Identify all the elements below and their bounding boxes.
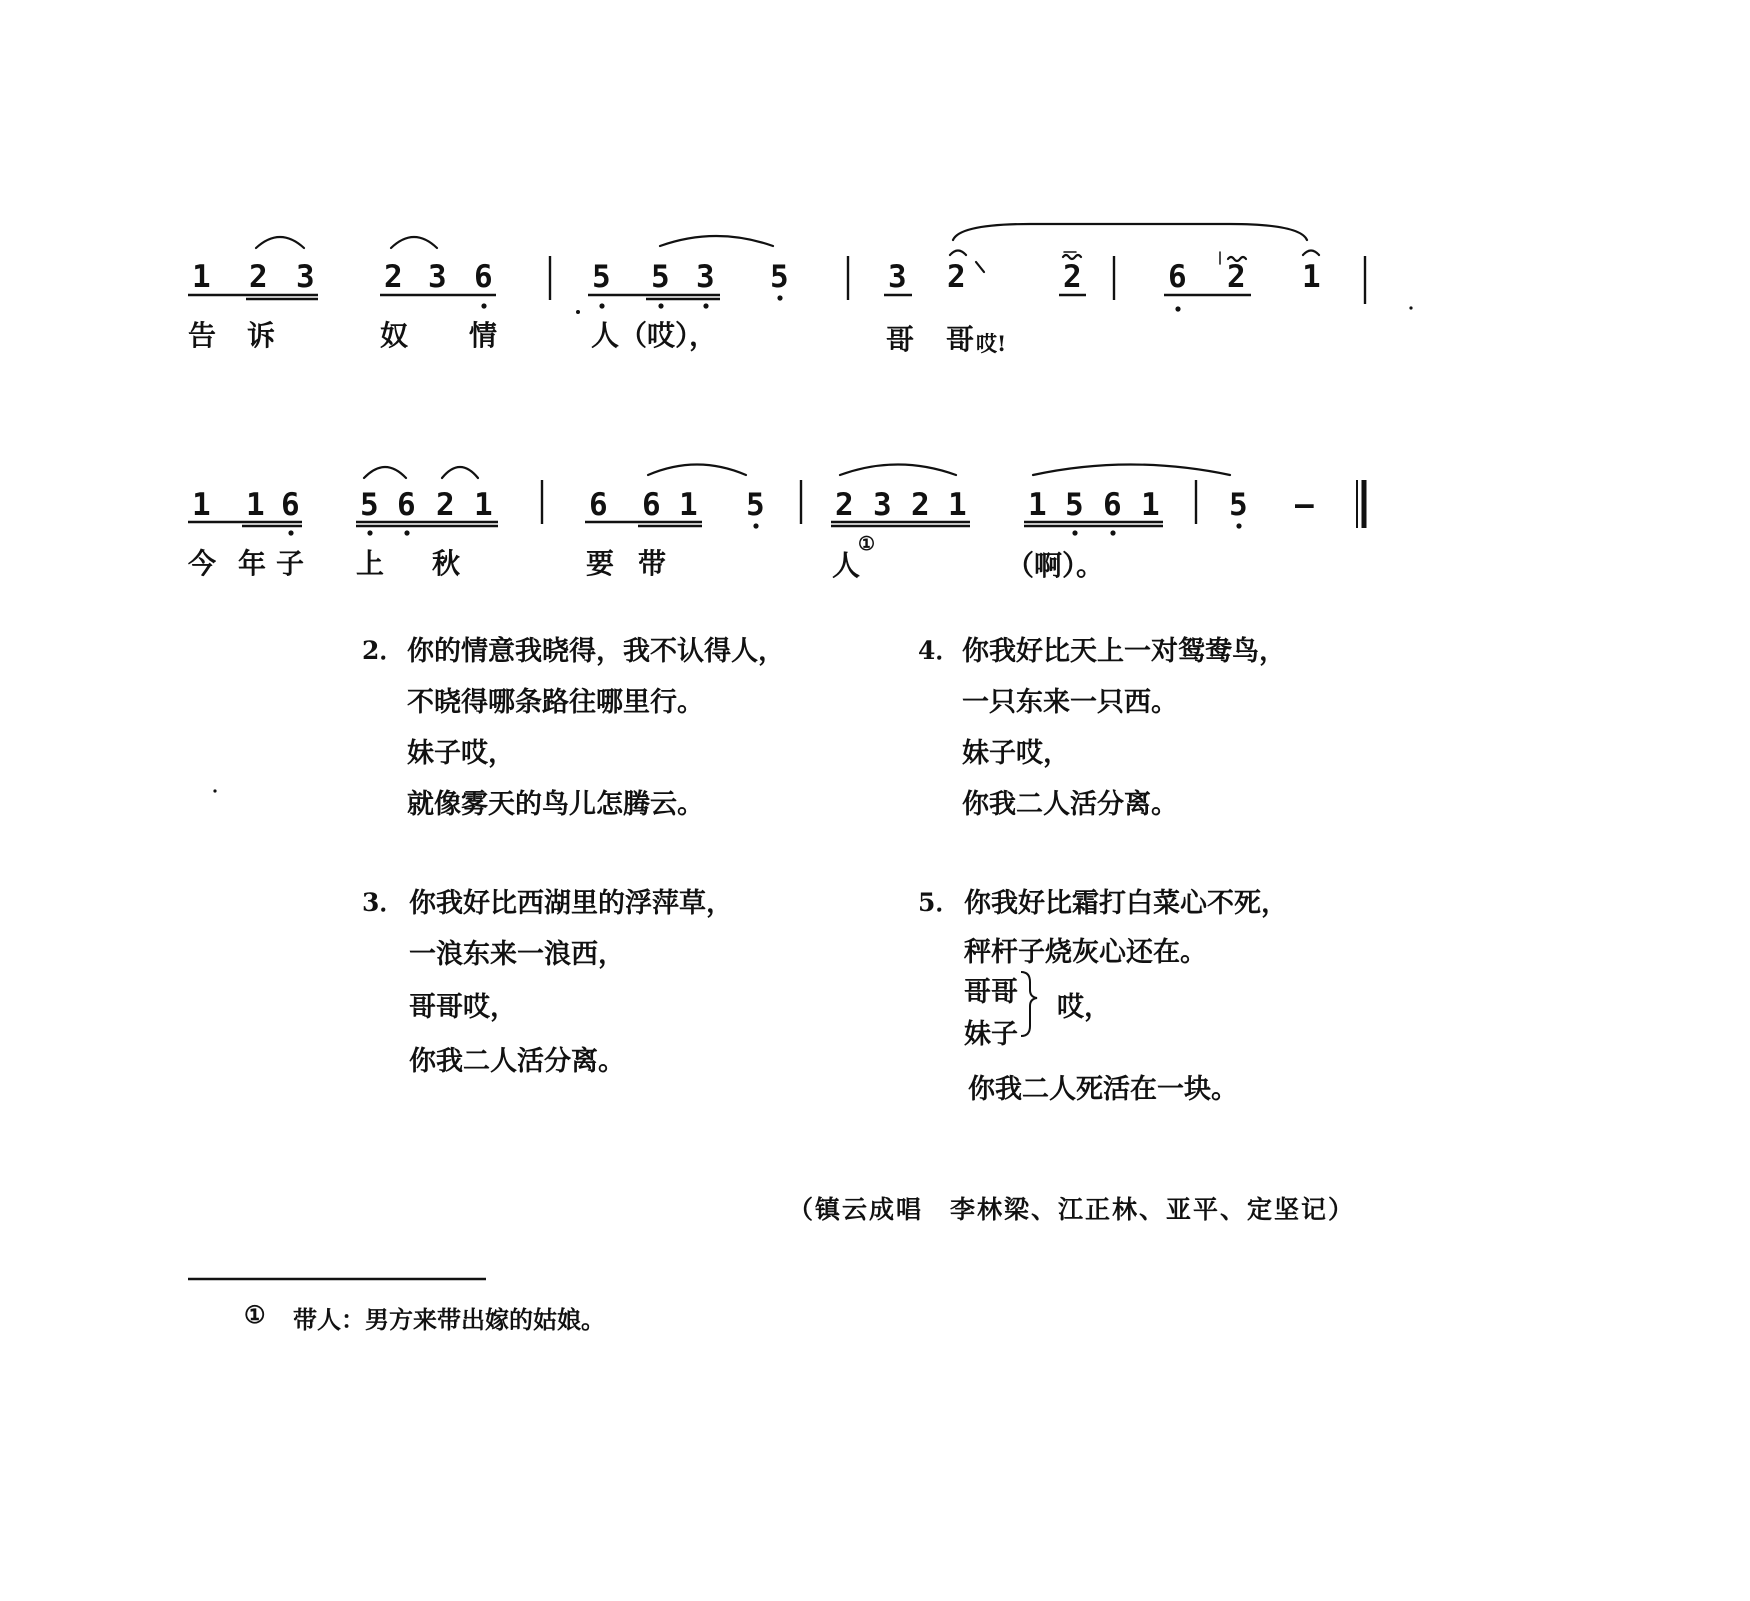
note: 5 bbox=[770, 259, 789, 295]
octave-dot bbox=[658, 303, 663, 308]
note: 5 bbox=[1229, 487, 1248, 523]
ornament bbox=[1063, 255, 1081, 259]
note: 1 bbox=[1141, 487, 1160, 523]
note: 5 bbox=[592, 259, 611, 295]
note: 1 bbox=[474, 487, 493, 523]
octave-dot bbox=[1110, 530, 1115, 535]
note: 6 bbox=[397, 487, 416, 523]
lyric: 诉 bbox=[247, 319, 276, 352]
octave-dot bbox=[777, 295, 782, 300]
note: 3 bbox=[873, 487, 892, 523]
lyric: 年 bbox=[238, 547, 267, 580]
verse-line: 一只东来一只西。 bbox=[962, 687, 1178, 718]
verse-number: 4． bbox=[918, 636, 961, 665]
note: 2 bbox=[436, 487, 455, 523]
footnote-text: 带人：男方来带出嫁的姑娘。 bbox=[293, 1305, 605, 1334]
slur bbox=[364, 467, 406, 478]
brace-option: 妹子 bbox=[964, 1019, 1018, 1050]
slur bbox=[660, 236, 773, 246]
lyric: 带 bbox=[638, 547, 667, 580]
fermata bbox=[1303, 251, 1319, 256]
lyric: 秋 bbox=[432, 547, 461, 580]
lyric: 哎! bbox=[976, 331, 1007, 356]
verse-line: 秤杆子烧灰心还在。 bbox=[964, 937, 1207, 968]
octave-dot bbox=[404, 530, 409, 535]
slur bbox=[256, 237, 304, 248]
note: 5 bbox=[360, 487, 379, 523]
brace-suffix: 哎， bbox=[1057, 992, 1111, 1023]
verse-line: 你我二人死活在一块。 bbox=[968, 1074, 1238, 1105]
lyric: 奴 bbox=[380, 319, 409, 352]
note: 1 bbox=[1028, 487, 1047, 523]
note: 5 bbox=[746, 487, 765, 523]
lyric: 子 bbox=[276, 547, 305, 580]
lyric: 哥 bbox=[946, 323, 975, 356]
performer-credit: （镇云成唱 李林梁、江正林、亚平、定坚记） bbox=[788, 1195, 1356, 1224]
lyric: 哥 bbox=[886, 323, 915, 356]
note: 2 bbox=[384, 259, 403, 295]
verse-line: 妹子哎， bbox=[407, 738, 515, 769]
note: 3 bbox=[696, 259, 715, 295]
fermata bbox=[950, 251, 966, 256]
lyric: （啊）。 bbox=[1006, 549, 1105, 582]
note: 2 bbox=[911, 487, 930, 523]
note: 6 bbox=[589, 487, 608, 523]
octave-dot bbox=[599, 303, 604, 308]
note: 6 bbox=[642, 487, 661, 523]
note: 1 bbox=[192, 487, 211, 523]
verse-number: 2． bbox=[362, 636, 405, 665]
octave-dot bbox=[367, 530, 372, 535]
lyric: 人 bbox=[832, 549, 861, 582]
note: 1 bbox=[246, 487, 265, 523]
ornament bbox=[1228, 257, 1246, 261]
note: 3 bbox=[888, 259, 907, 295]
note: 1 bbox=[1302, 259, 1321, 295]
note: 5 bbox=[651, 259, 670, 295]
slur bbox=[1033, 465, 1230, 476]
verse-number: 5． bbox=[918, 888, 961, 917]
octave-dot bbox=[481, 303, 486, 308]
footnote-mark: ① bbox=[244, 1300, 266, 1329]
note: 1 bbox=[948, 487, 967, 523]
verse-line: 你我好比天上一对鸳鸯鸟， bbox=[962, 636, 1286, 667]
verse-line: 妹子哎， bbox=[962, 738, 1070, 769]
note: 6 bbox=[474, 259, 493, 295]
lyric: 情 bbox=[469, 319, 498, 352]
verse-line: 你我二人活分离。 bbox=[962, 789, 1178, 820]
octave-dot bbox=[703, 303, 708, 308]
note: 2 bbox=[947, 259, 966, 295]
brace-option: 哥哥 bbox=[964, 977, 1018, 1008]
dash-note: – bbox=[1295, 487, 1314, 523]
verse-line: 你我二人活分离。 bbox=[409, 1046, 625, 1077]
octave-dot bbox=[288, 530, 293, 535]
lyric: 告 bbox=[188, 319, 217, 352]
slur bbox=[648, 465, 746, 476]
lyric: 人（哎）， bbox=[591, 319, 718, 352]
speck bbox=[213, 789, 216, 792]
lyric: 上 bbox=[356, 547, 385, 580]
note: 6 bbox=[1168, 259, 1187, 295]
note: 2 bbox=[1227, 259, 1246, 295]
footnote-marker: ① bbox=[858, 533, 876, 555]
brace bbox=[1021, 972, 1037, 1036]
verse-line: 不晓得哪条路往哪里行。 bbox=[407, 687, 704, 718]
speck bbox=[1409, 306, 1412, 309]
note: 1 bbox=[679, 487, 698, 523]
verse-line: 一浪东来一浪西， bbox=[409, 939, 625, 970]
verse-line: 你的情意我晓得，我不认得人， bbox=[407, 636, 785, 667]
octave-dot bbox=[1072, 530, 1077, 535]
speck bbox=[576, 310, 580, 314]
slur bbox=[953, 224, 1307, 240]
note: 3 bbox=[428, 259, 447, 295]
note: 2 bbox=[1063, 259, 1082, 295]
breath-mark bbox=[976, 262, 984, 272]
verse-line: 就像雾天的鸟儿怎腾云。 bbox=[407, 789, 704, 820]
note: 6 bbox=[1103, 487, 1122, 523]
note: 3 bbox=[296, 259, 315, 295]
octave-dot bbox=[1175, 306, 1180, 311]
octave-dot bbox=[1236, 523, 1241, 528]
note: 2 bbox=[835, 487, 854, 523]
lyric: 要 bbox=[586, 547, 615, 580]
verse-line: 你我好比西湖里的浮萍草， bbox=[409, 888, 733, 919]
note: 2 bbox=[249, 259, 268, 295]
note: 5 bbox=[1065, 487, 1084, 523]
verse-line: 你我好比霜打白菜心不死， bbox=[964, 888, 1288, 919]
verse-number: 3． bbox=[362, 888, 405, 917]
note: 6 bbox=[281, 487, 300, 523]
slur bbox=[442, 467, 478, 478]
slur bbox=[391, 237, 437, 248]
lyric: 今 bbox=[188, 547, 217, 580]
slur bbox=[840, 465, 956, 476]
note: 1 bbox=[192, 259, 211, 295]
verse-line: 哥哥哎， bbox=[409, 992, 517, 1023]
octave-dot bbox=[753, 523, 758, 528]
